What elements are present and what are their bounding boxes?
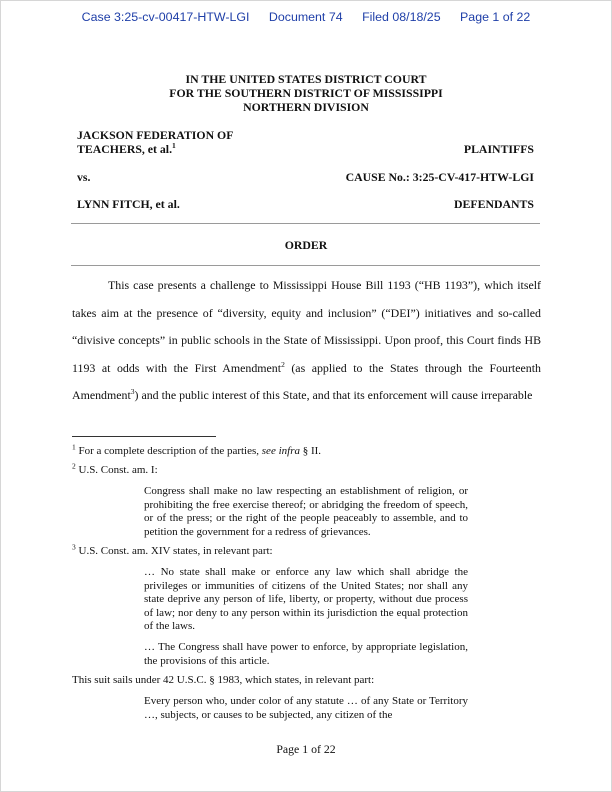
plaintiff-line-1: JACKSON FEDERATION OF: [77, 128, 234, 142]
court-line-3: NORTHERN DIVISION: [243, 100, 369, 114]
court-heading: [0, 72, 612, 114]
order-body: [72, 272, 541, 410]
footnote-1-number: 1: [72, 442, 76, 452]
footnote-3-text: U.S. Const. am. XIV states, in relevant part:: [75, 545, 273, 557]
paragraph-1-part-c: ) and the public interest of this State, and that its enforcement will cause irreparable: [134, 388, 533, 402]
ecf-case-number: Case 3:25-cv-00417-HTW-LGI: [81, 10, 250, 24]
page-footer: Page 1 of 22: [276, 742, 336, 756]
suit-statement: This suit sails under 42 U.S.C. § 1983, which states, in relevant part:: [72, 674, 375, 686]
order-title: ORDER: [284, 238, 328, 252]
footnote-2-text: U.S. Const. am. I:: [75, 464, 158, 476]
ecf-document-number: Document 74: [268, 10, 343, 24]
footnote-3-number: 3: [72, 542, 76, 552]
ecf-page-count: Page 1 of 22: [460, 10, 531, 24]
footnote-ref-2: 2: [281, 359, 285, 369]
footnote-separator: [72, 436, 216, 437]
footnote-1-italic: see infra: [261, 445, 300, 457]
footnote-1-text: For a complete description of the parties,: [75, 445, 262, 457]
footnote-2-quote: Congress shall make no law respecting an establishment of religion, or prohibiting the free exercise thereof; or abridging the freedom of speech, or of the press; or the right of the people peaceably to assemble, and to petition the government for a redress of grievances.: [144, 485, 468, 538]
footnote-3-quote-1: … No state shall make or enforce any law which shall abridge the privileges or immunities of citizens of the United States; nor shall any state deprive any person of life, liberty, or property, without due process of law; nor deny to any person within its jurisdiction the equal protection of the laws.: [144, 566, 468, 632]
ecf-filed-date: Filed 08/18/25: [362, 10, 441, 24]
defendants-label: DEFENDANTS: [454, 197, 534, 211]
plaintiff-line-2: TEACHERS, et al.: [77, 142, 173, 156]
plaintiffs-label: PLAINTIFFS: [463, 142, 534, 156]
footnote-1-section: § II.: [299, 445, 322, 457]
paragraph-1-part-a: This case presents a challenge to Mississippi House Bill 1193 (“HB 1193”), which itself takes aim at the presence of “diversity, equity and inclusion” (“DEI”) initiatives and so-called “divisive concepts” in public schools in the State of Mississippi. Upon proof, this Court finds HB 1193 at odds with the First Amendment: [72, 278, 541, 375]
defendant-name: LYNN FITCH, et al.: [77, 197, 180, 211]
footnote-3-quote-2: … The Congress shall have power to enforce, by appropriate legislation, the provisions of this article.: [144, 641, 468, 667]
footnote-ref-1: 1: [172, 141, 176, 151]
footnote-2-number: 2: [72, 461, 76, 471]
footnote-2: [72, 461, 542, 478]
court-line-2: FOR THE SOUTHERN DISTRICT OF MISSISSIPPI: [169, 86, 443, 100]
ecf-header: [0, 10, 612, 24]
paragraph-1-part-b: (as applied to the States through the Fourteenth Amendment: [72, 360, 541, 402]
court-line-1: IN THE UNITED STATES DISTRICT COURT: [185, 72, 427, 86]
footnote-1: [72, 442, 542, 459]
paragraph-1: [72, 272, 541, 410]
footnote-ref-3: 3: [130, 387, 135, 397]
section-1983-quote: Every person who, under color of any statute … of any State or Territory …, subjects, or causes to be subjected, any citizen of the: [144, 695, 468, 721]
footnote-3: [72, 542, 542, 559]
versus-label: vs.: [77, 170, 91, 184]
cause-number: CAUSE No.: 3:25-CV-417-HTW-LGI: [345, 170, 534, 184]
caption-divider: [71, 223, 540, 224]
plaintiff-name: [77, 128, 233, 156]
title-divider: [71, 265, 540, 266]
